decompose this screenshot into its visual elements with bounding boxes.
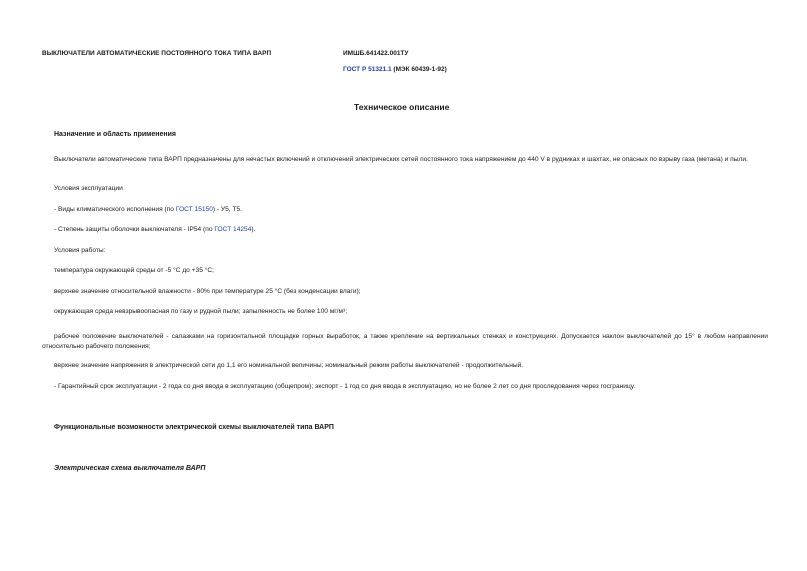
gost-14254-link[interactable]: ГОСТ 14254 xyxy=(214,226,252,233)
paragraph-intro: Выключатели автоматические типа ВАРП предназначены для нечастых включений и отключений электрических сетей постоянного тока напряжением до 440 V в рудниках и шахтах, не опасных по взрыву газа (метана) и пыли. xyxy=(54,156,748,163)
climate-line: - Виды климатического исполнения (по ГОСТ 15150) - У5, Т5. xyxy=(54,206,242,213)
header-product-title: ВЫКЛЮЧАТЕЛИ АВТОМАТИЧЕСКИЕ ПОСТОЯННОГО ТОКА ТИПА ВАРП xyxy=(42,50,272,57)
conditions-label: Условия эксплуатации xyxy=(54,185,123,192)
header-doc-code: ИМШБ.641422.001ТУ xyxy=(343,50,409,57)
environment-line: окружающая среда невзрывоопасная по газу и рудной пыли; запыленность не более 100 мг/м³; xyxy=(54,308,348,315)
work-conditions-label: Условия работы: xyxy=(54,247,106,254)
protection-line: - Степень защиты оболочки выключателя - IP54 (по ГОСТ 14254). xyxy=(54,226,256,233)
section-heading-functions: Функциональные возможности электрической схемы выключателей типа ВАРП xyxy=(54,424,334,431)
temperature-line: температура окружающей среды от -5 °С до +35 °С; xyxy=(54,267,214,274)
header-gost-line xyxy=(343,66,447,73)
gost-15150-link[interactable]: ГОСТ 15150 xyxy=(175,206,213,213)
gost-link[interactable]: ГОСТ Р 51321.1 xyxy=(343,66,392,73)
voltage-line: верхнее значение напряжения в электрической сети до 1,1 его номинальной величины; номинальный режим работы выключателей - продолжительный. xyxy=(54,362,524,369)
position-paragraph: рабочее положение выключателей - салазками на горизонтальной площадке горных выработок, а также крепление на вертикальных стенках и конструкциях. Допускается наклон выключателей до 15° в любом направлении относительно рабочего положения; xyxy=(42,333,768,350)
page-title: Техническое описание xyxy=(354,102,450,112)
subsection-heading-scheme: Электрическая схема выключателя ВАРП xyxy=(54,465,206,472)
humidity-line: верхнее значение относительной влажности - 80% при температуре 25 °С (без конденсации влаги); xyxy=(54,288,361,295)
warranty-line: - Гарантийный срок эксплуатации - 2 года со дня ввода в эксплуатацию (общепром); экспорт - 1 год со дня ввода в эксплуатацию, но не более 2 лет со дня проследования через госграницу. xyxy=(54,383,636,390)
gost-suffix: (МЭК 60439-1-92) xyxy=(391,66,447,73)
section-heading-purpose: Назначение и область применения xyxy=(54,131,176,138)
